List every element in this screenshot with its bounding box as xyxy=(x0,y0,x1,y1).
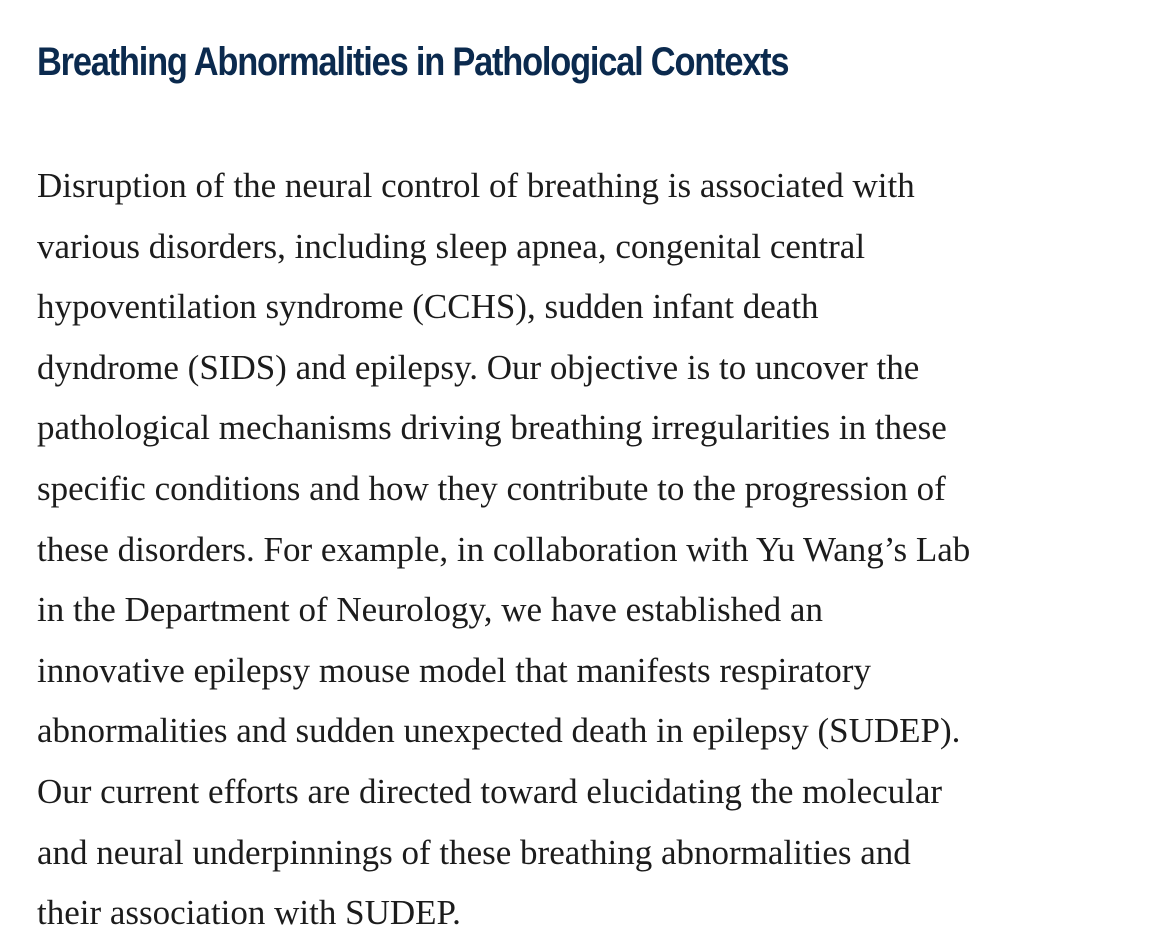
paragraph-line: and neural underpinnings of these breathing abnormalities and xyxy=(37,832,911,872)
paragraph-line: innovative epilepsy mouse model that manifests respiratory xyxy=(37,650,871,690)
paragraph-line: their association with SUDEP. xyxy=(37,893,461,933)
paragraph-line: Disruption of the neural control of breathing is associated with xyxy=(37,166,915,205)
paragraph-line: specific conditions and how they contribute to the progression of xyxy=(37,468,946,508)
paragraph-line: Our current efforts are directed toward elucidating the molecular xyxy=(37,771,943,811)
paragraph-line: hypoventilation syndrome (CCHS), sudden infant death xyxy=(37,287,819,327)
section-paragraph xyxy=(37,156,1147,944)
paragraph-line: dyndrome (SIDS) and epilepsy. Our objective is to uncover the xyxy=(37,347,920,387)
paragraph-line: pathological mechanisms driving breathing irregularities in these xyxy=(37,408,947,448)
content-section xyxy=(37,30,1147,944)
paragraph-line: abnormalities and sudden unexpected death in epilepsy (SUDEP). xyxy=(37,711,961,751)
paragraph-line: these disorders. For example, in collaboration with Yu Wang’s Lab xyxy=(37,529,971,569)
paragraph-line: various disorders, including sleep apnea, congenital central xyxy=(37,226,866,266)
section-heading: Breathing Abnormalities in Pathological Contexts xyxy=(37,40,789,84)
paragraph-line: in the Department of Neurology, we have established an xyxy=(37,590,823,630)
